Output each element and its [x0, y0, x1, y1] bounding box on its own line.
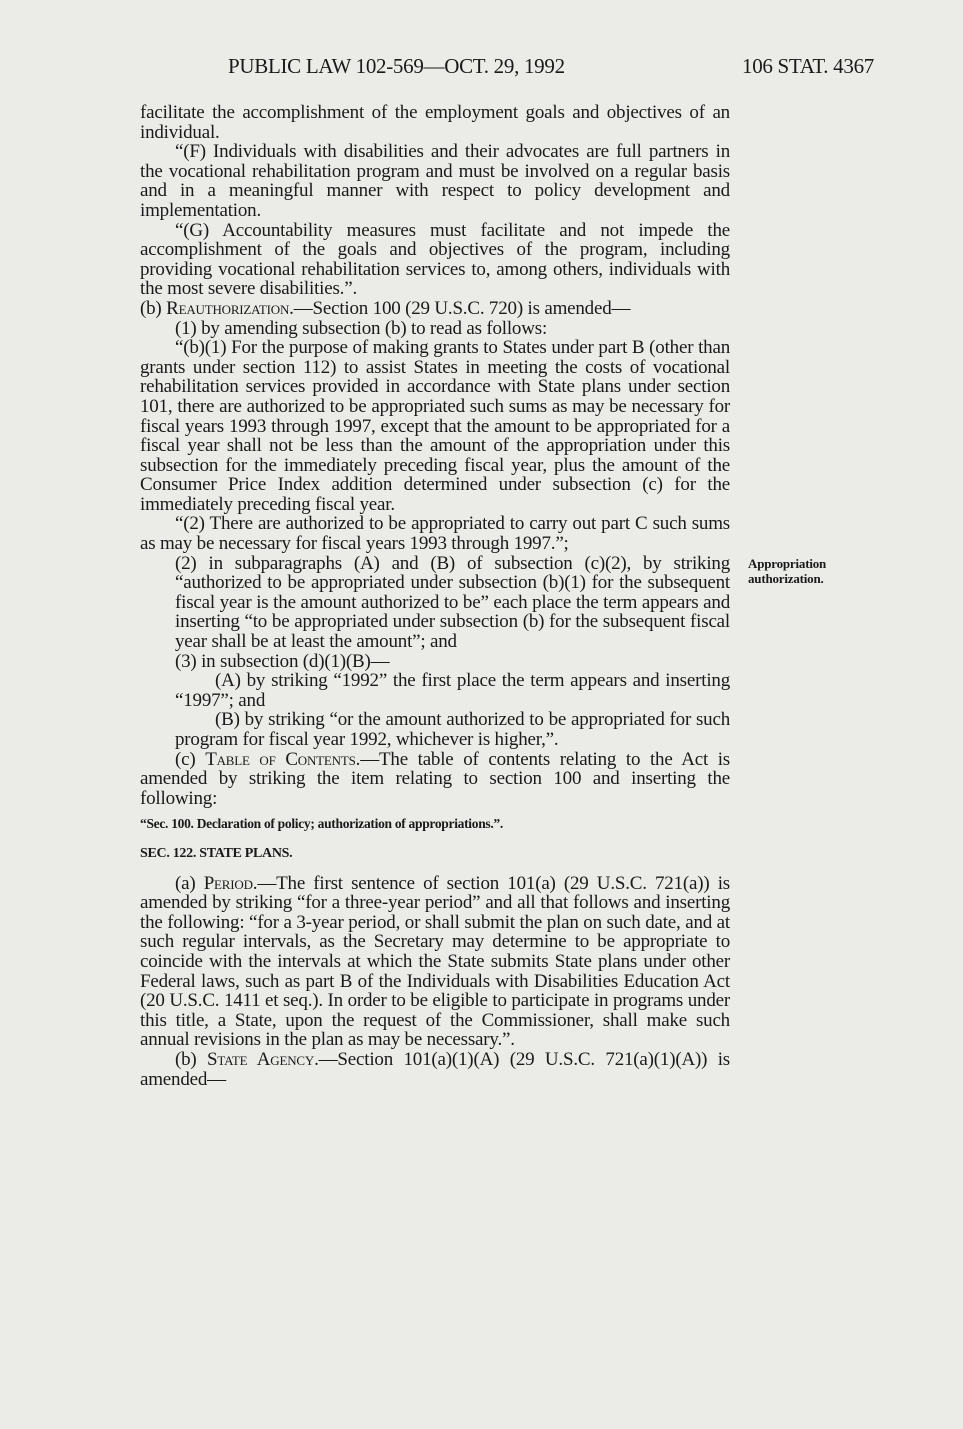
para-label: (b): [140, 297, 167, 319]
para-label: (a): [175, 872, 204, 894]
para-text: —The table of contents relating to the Act is amended by striking the item relating to section 100 and inserting the following:: [140, 748, 730, 809]
para-text: —Section 100 (29 U.S.C. 720) is amended—: [293, 297, 631, 319]
para-text: —Section 101(a)(1)(A) (29 U.S.C. 721(a)(1)(A)) is amended—: [140, 1048, 730, 1090]
para-heading: Period.: [203, 872, 258, 894]
para-label: (b): [175, 1048, 208, 1070]
margin-note-line: Appropriation: [748, 556, 827, 571]
body-text: [140, 103, 730, 1089]
paragraph: [140, 299, 730, 319]
para-text: —The first sentence of section 101(a) (29 U.S.C. 721(a)) is amended by striking “for a three-year period” and all that follows and inserting the following: “for a 3-year period, or shall submit the plan on such date, and at such regular intervals, as the Secretary may determine to be appropriate to coincide with the intervals at which the State submits State plans under other Federal laws, such as part B of the Individuals with Disabilities Education Act (20 U.S.C. 1411 et seq.). In order to be eligible to participate in programs under this title, a State, upon the request of the Commissioner, shall make such annual revisions in the plan as may be necessary.”.: [140, 872, 730, 1051]
paragraph: “(2) There are authorized to be appropriated to carry out part C such sums as may be necessary for fiscal years 1993 through 1997.”;: [140, 513, 730, 555]
para-label: (c): [175, 748, 206, 770]
para-heading: Table of Contents.: [205, 748, 361, 770]
paragraph: “(G) Accountability measures must facilitate and not impede the accomplishment of the goals and objectives of the program, including providing vocational rehabilitation services to, among others, individuals with the most severe disabilities.”.: [140, 219, 730, 300]
paragraph: [140, 874, 730, 1050]
paragraph: (A) by striking “1992” the first place the term appears and inserting “1997”; and: [175, 670, 730, 711]
running-header-title: PUBLIC LAW 102-569—OCT. 29, 1992: [228, 54, 565, 78]
paragraph: (3) in subsection (d)(1)(B)—: [175, 650, 390, 672]
margin-note: [748, 556, 826, 586]
paragraph: (B) by striking “or the amount authorized to be appropriated for such program for fiscal year 1992, whichever is higher,”.: [175, 709, 730, 750]
paragraph: [140, 750, 730, 809]
paragraph: [140, 1050, 730, 1089]
section-heading: SEC. 122. STATE PLANS.: [140, 845, 293, 861]
toc-item: “Sec. 100. Declaration of policy; authorization of appropriations.”.: [140, 816, 503, 832]
page-number: 106 STAT. 4367: [742, 54, 874, 78]
paragraph: “(b)(1) For the purpose of making grants to States under part B (other than grants under section 112) to assist States in meeting the costs of vocational rehabilitation services provided in accordance with State plans under section 101, there are authorized to be appropriated such sums as may be necessary for fiscal years 1993 through 1997, except that the amount to be appropriated for a fiscal year shall not be less than the amount of the appropriation under this subsection for the immediately preceding fiscal year, plus the amount of the Consumer Price Index addition determined under subsection (c) for the immediately preceding fiscal year.: [140, 337, 730, 515]
para-heading: Reauthorization.: [166, 297, 294, 319]
paragraph: facilitate the accomplishment of the employment goals and objectives of an individual.: [140, 102, 730, 143]
paragraph: (1) by amending subsection (b) to read as follows:: [175, 317, 548, 339]
margin-note-line: authorization.: [748, 571, 824, 586]
paragraph: “(F) Individuals with disabilities and their advocates are full partners in the vocational rehabilitation program and must be involved on a regular basis and in a meaningful manner with respect to policy development and implementation.: [140, 141, 730, 221]
paragraph: (2) in subparagraphs (A) and (B) of subsection (c)(2), by striking “authorized to be appropriated under subsection (b)(1) for the subsequent fiscal year is the amount authorized to be” each place the term appears and inserting “to be appropriated under subsection (b) for the subsequent fiscal year shall be at least the amount”; and: [175, 552, 730, 653]
para-heading: State Agency.: [207, 1048, 319, 1070]
